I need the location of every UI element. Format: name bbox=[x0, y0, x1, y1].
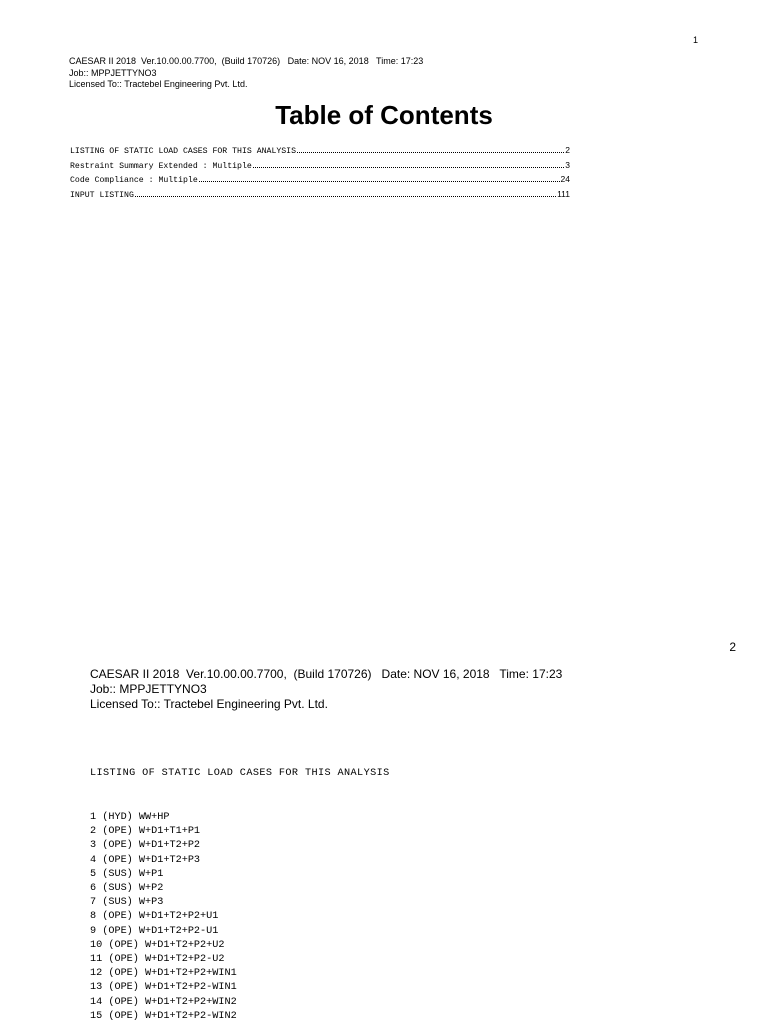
load-case-item: 6 (SUS) W+P2 bbox=[90, 883, 164, 895]
toc-entry-label: INPUT LISTING bbox=[70, 190, 134, 200]
table-of-contents bbox=[70, 144, 570, 202]
toc-leader-dots bbox=[253, 167, 564, 168]
load-case-item: 8 (OPE) W+D1+T2+P2+U1 bbox=[90, 911, 219, 923]
load-case-item: 15 (OPE) W+D1+T2+P2-WIN2 bbox=[90, 1010, 237, 1022]
load-case-item: 4 (OPE) W+D1+T2+P3 bbox=[90, 854, 201, 866]
license-line: Licensed To:: Tractebel Engineering Pvt. Ltd. bbox=[90, 697, 328, 711]
toc-entry[interactable] bbox=[70, 159, 570, 174]
job-line: Job:: MPPJETTYNO3 bbox=[90, 682, 207, 696]
software-version-line: CAESAR II 2018 Ver.10.00.00.7700, (Build 170726) Date: NOV 16, 2018 Time: 17:23 bbox=[90, 667, 563, 681]
toc-entry-page: 3 bbox=[565, 159, 570, 170]
toc-entry-page: 2 bbox=[565, 145, 570, 155]
load-case-item: 11 (OPE) W+D1+T2+P2-U2 bbox=[90, 954, 225, 966]
job-line: Job:: MPPJETTYNO3 bbox=[69, 67, 157, 78]
software-version-line: CAESAR II 2018 Ver.10.00.00.7700, (Build 170726) Date: NOV 16, 2018 Time: 17:23 bbox=[69, 56, 424, 66]
license-line: Licensed To:: Tractebel Engineering Pvt. Ltd. bbox=[69, 79, 248, 89]
toc-entry-page: 111 bbox=[557, 188, 570, 199]
toc-leader-dots bbox=[297, 152, 564, 153]
load-case-item: 10 (OPE) W+D1+T2+P2+U2 bbox=[90, 939, 225, 951]
toc-entry[interactable] bbox=[70, 144, 570, 159]
report-header bbox=[90, 667, 562, 712]
toc-entry-label: Restraint Summary Extended : Multiple bbox=[70, 161, 252, 171]
load-case-item: 14 (OPE) W+D1+T2+P2+WIN2 bbox=[90, 996, 237, 1008]
load-case-item: 13 (OPE) W+D1+T2+P2-WIN1 bbox=[90, 982, 237, 994]
load-case-item: 3 (OPE) W+D1+T2+P2 bbox=[90, 840, 201, 852]
toc-leader-dots bbox=[199, 181, 560, 182]
toc-entry-label: LISTING OF STATIC LOAD CASES FOR THIS ANALYSIS bbox=[70, 147, 297, 156]
toc-entry[interactable] bbox=[70, 173, 570, 188]
section-title: LISTING OF STATIC LOAD CASES FOR THIS ANALYSIS bbox=[90, 768, 390, 779]
page-title: Table of Contents bbox=[275, 100, 493, 130]
toc-leader-dots bbox=[135, 196, 556, 197]
load-case-item: 9 (OPE) W+D1+T2+P2-U1 bbox=[90, 925, 219, 937]
page-number: 2 bbox=[729, 640, 736, 654]
report-header bbox=[69, 56, 423, 91]
load-case-item: 7 (SUS) W+P3 bbox=[90, 897, 164, 909]
load-case-item: 2 (OPE) W+D1+T1+P1 bbox=[90, 826, 201, 838]
load-case-item: 5 (SUS) W+P1 bbox=[90, 868, 164, 880]
load-case-item: 1 (HYD) WW+HP bbox=[90, 812, 170, 823]
load-case-list bbox=[90, 811, 237, 1024]
page-number: 1 bbox=[692, 35, 698, 45]
load-case-item: 12 (OPE) W+D1+T2+P2+WIN1 bbox=[90, 968, 237, 980]
toc-entry[interactable] bbox=[70, 188, 570, 203]
toc-entry-label: Code Compliance : Multiple bbox=[70, 176, 198, 185]
toc-entry-page: 24 bbox=[560, 174, 570, 184]
report-page-2 bbox=[0, 640, 768, 1024]
